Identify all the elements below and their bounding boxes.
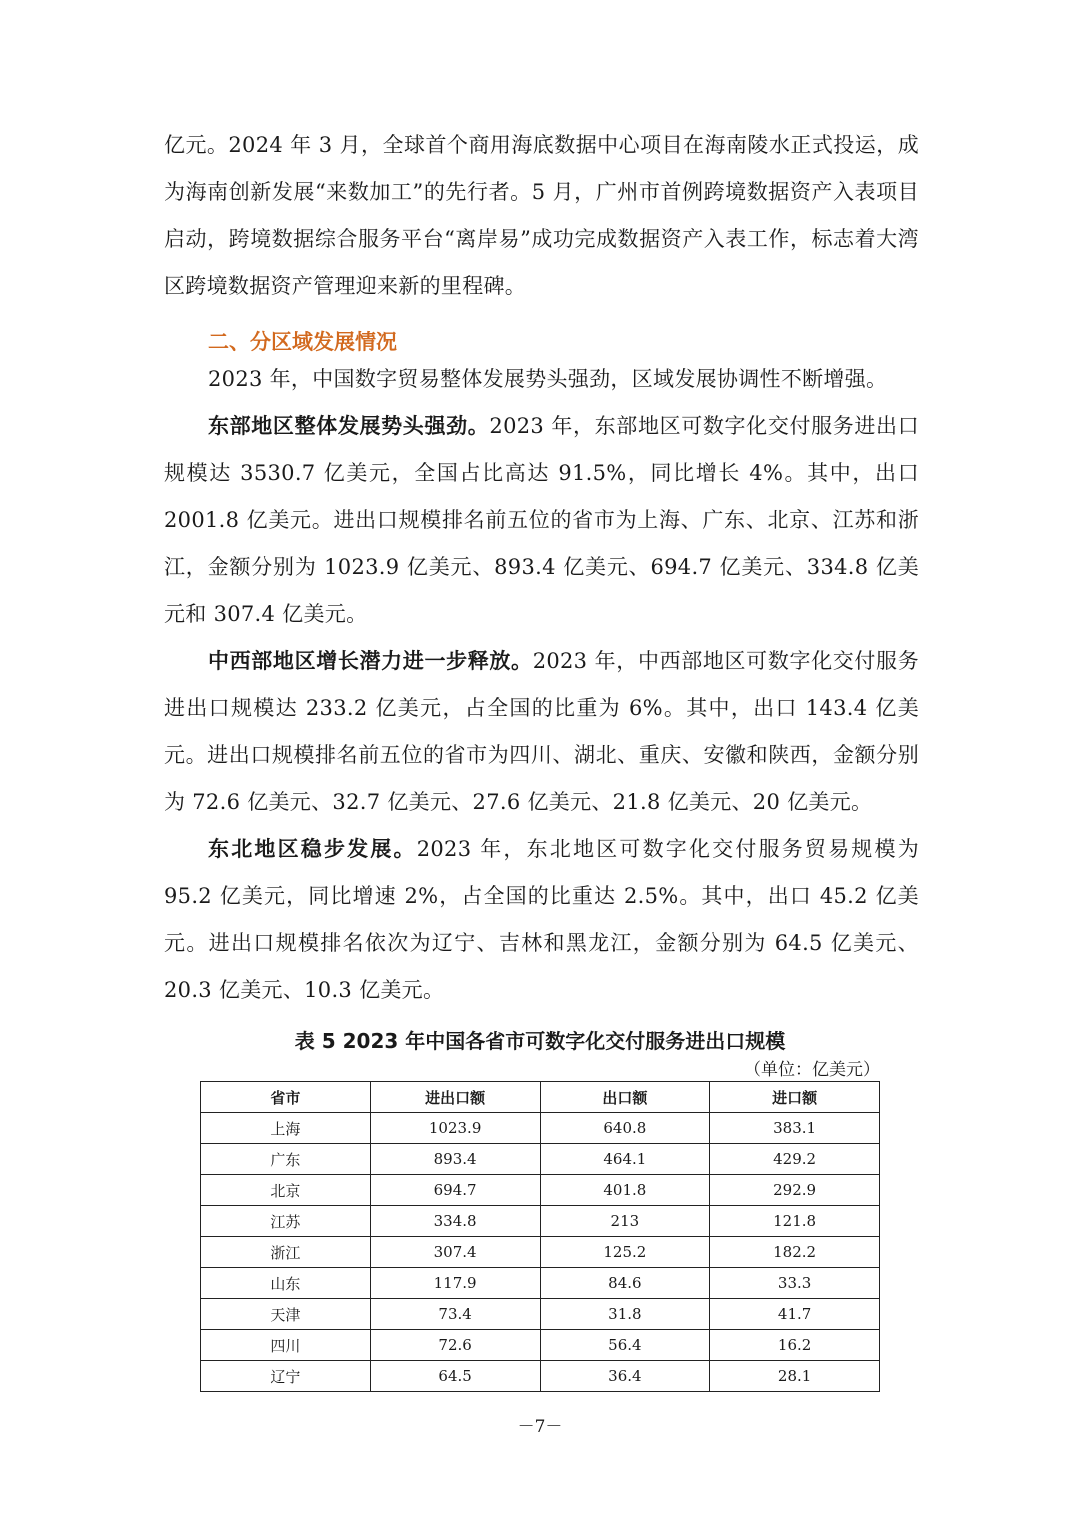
cell-total: 694.7 — [370, 1175, 540, 1206]
central-west-heading: 中西部地区增长潜力进一步释放。 — [208, 649, 533, 673]
table-title: 表 5 2023 年中国各省市可数字化交付服务进出口规模 — [294, 1029, 786, 1053]
table-row — [201, 1144, 880, 1175]
cell-import: 28.1 — [710, 1361, 880, 1392]
section-heading: 二、分区域发展情况 — [208, 330, 397, 354]
cell-total: 1023.9 — [370, 1113, 540, 1144]
cell-province: 上海 — [201, 1113, 371, 1144]
cell-export: 640.8 — [540, 1113, 710, 1144]
central-west-text: 2023 年，中西部地区可数字化交付服务进出口规模达 233.2 亿美元，占全国的比重为 6%。其中，出口 143.4 亿美元。进出口规模排名前五位的省市为四川、湖北、重庆、安徽和陕西，金额分别为 72.6 亿美元、32.7 亿美元、27.6 亿美元、21.8 亿美元、20 亿美元。 — [164, 649, 919, 814]
central-west-paragraph — [164, 638, 919, 826]
cell-export: 464.1 — [540, 1144, 710, 1175]
page-number: －7－ — [517, 1417, 563, 1437]
northeast-heading: 东北地区稳步发展。 — [208, 837, 417, 861]
intro-paragraph: 亿元。2024 年 3 月，全球首个商用海底数据中心项目在海南陵水正式投运，成为海南创新发展“来数加工”的先行者。5 月，广州市首例跨境数据资产入表项目启动，跨境数据综合服务平台“离岸易”成功完成数据资产入表工作，标志着大湾区跨境数据资产管理迎来新的里程碑。 — [164, 133, 919, 298]
cell-province: 四川 — [201, 1330, 371, 1361]
cell-import: 383.1 — [710, 1113, 880, 1144]
cell-import: 429.2 — [710, 1144, 880, 1175]
cell-export: 84.6 — [540, 1268, 710, 1299]
east-region-heading: 东部地区整体发展势头强劲。 — [208, 414, 490, 438]
header-province: 省市 — [201, 1082, 371, 1113]
table-unit: （单位：亿美元） — [744, 1060, 880, 1080]
table-row — [201, 1175, 880, 1206]
cell-total: 307.4 — [370, 1237, 540, 1268]
northeast-paragraph — [164, 826, 919, 1014]
header-export: 出口额 — [540, 1082, 710, 1113]
cell-export: 56.4 — [540, 1330, 710, 1361]
province-trade-table — [200, 1081, 880, 1392]
table-row — [201, 1361, 880, 1392]
cell-export: 125.2 — [540, 1237, 710, 1268]
cell-import: 41.7 — [710, 1299, 880, 1330]
cell-import: 182.2 — [710, 1237, 880, 1268]
cell-import: 292.9 — [710, 1175, 880, 1206]
cell-province: 辽宁 — [201, 1361, 371, 1392]
cell-total: 893.4 — [370, 1144, 540, 1175]
cell-total: 334.8 — [370, 1206, 540, 1237]
cell-province: 江苏 — [201, 1206, 371, 1237]
cell-province: 北京 — [201, 1175, 371, 1206]
cell-import: 16.2 — [710, 1330, 880, 1361]
cell-export: 31.8 — [540, 1299, 710, 1330]
intro-paragraph-block — [164, 122, 919, 310]
table-row — [201, 1299, 880, 1330]
table-row — [201, 1237, 880, 1268]
northeast-text: 2023 年，东北地区可数字化交付服务贸易规模为 95.2 亿美元，同比增速 2%，占全国的比重达 2.5%。其中，出口 45.2 亿美元。进出口规模排名依次为辽宁、吉林和黑龙江，金额分别为 64.5 亿美元、20.3 亿美元、10.3 亿美元。 — [164, 837, 919, 1002]
cell-total: 117.9 — [370, 1268, 540, 1299]
cell-total: 72.6 — [370, 1330, 540, 1361]
cell-province: 山东 — [201, 1268, 371, 1299]
body-text-block — [164, 356, 919, 1014]
table-row — [201, 1206, 880, 1237]
cell-export: 36.4 — [540, 1361, 710, 1392]
cell-import: 121.8 — [710, 1206, 880, 1237]
cell-province: 天津 — [201, 1299, 371, 1330]
table-row — [201, 1113, 880, 1144]
table-header-row — [201, 1082, 880, 1113]
cell-province: 广东 — [201, 1144, 371, 1175]
cell-export: 401.8 — [540, 1175, 710, 1206]
cell-import: 33.3 — [710, 1268, 880, 1299]
cell-total: 73.4 — [370, 1299, 540, 1330]
cell-export: 213 — [540, 1206, 710, 1237]
east-region-text: 2023 年，东部地区可数字化交付服务进出口规模达 3530.7 亿美元，全国占比高达 91.5%，同比增长 4%。其中，出口 2001.8 亿美元。进出口规模排名前五位的省市为上海、广东、北京、江苏和浙江，金额分别为 1023.9 亿美元、893.4 亿美元、694.7 亿美元、334.8 亿美元和 307.4 亿美元。 — [164, 414, 920, 626]
table-row — [201, 1330, 880, 1361]
east-region-paragraph — [164, 403, 919, 638]
header-import: 进口额 — [710, 1082, 880, 1113]
cell-province: 浙江 — [201, 1237, 371, 1268]
header-total: 进出口额 — [370, 1082, 540, 1113]
table-row — [201, 1268, 880, 1299]
cell-total: 64.5 — [370, 1361, 540, 1392]
section-lead-paragraph: 2023 年，中国数字贸易整体发展势头强劲，区域发展协调性不断增强。 — [208, 367, 888, 391]
